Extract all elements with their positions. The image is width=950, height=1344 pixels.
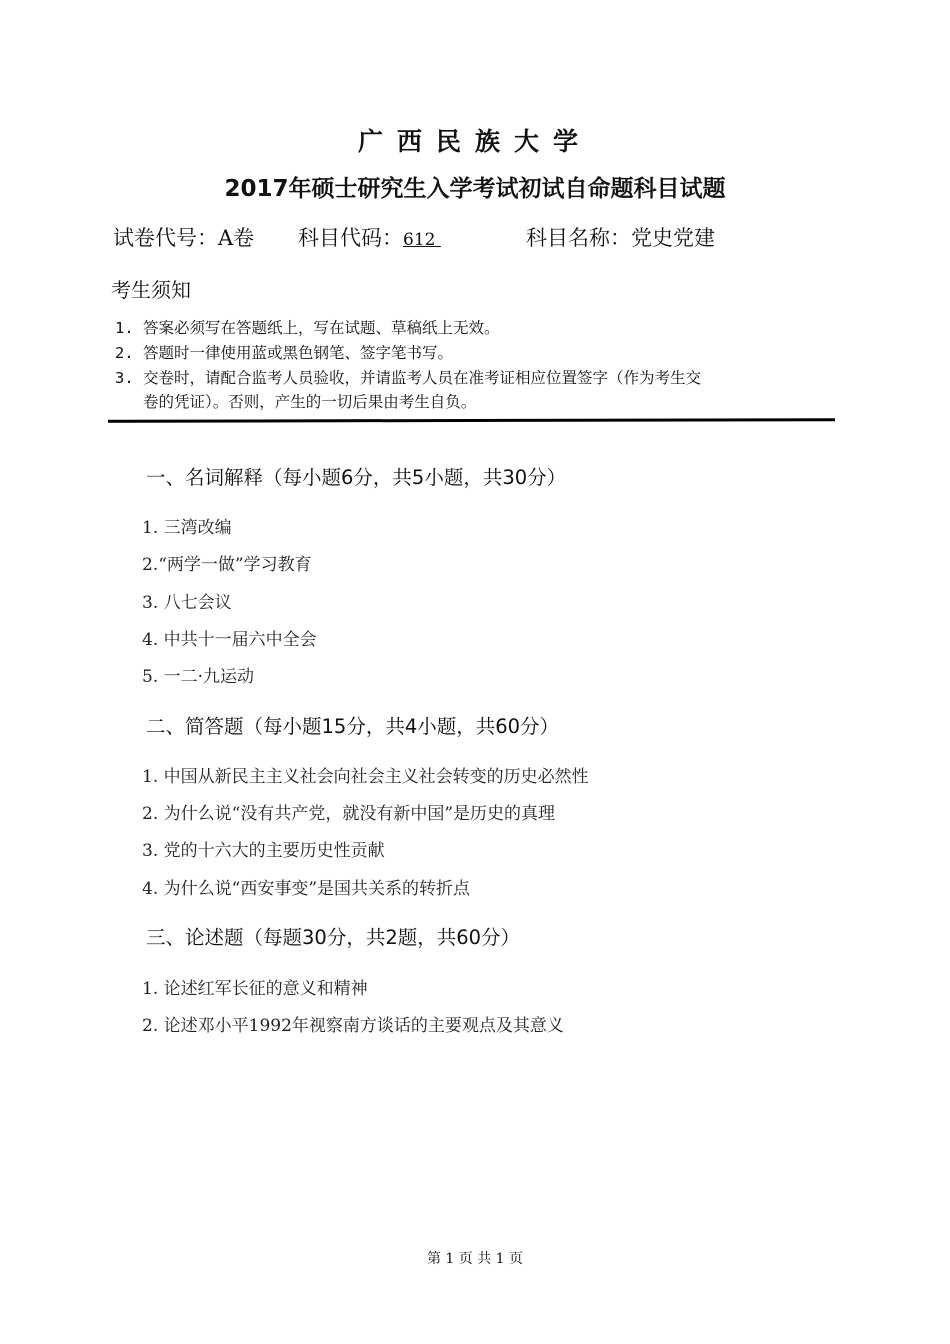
question-item: 3. 党的十六大的主要历史性贡献 [142,841,385,861]
subject-code-value: 612 [403,230,436,250]
section-title: 一、名词解释（每小题6分，共5小题，共30分） [146,466,567,489]
paper-code: 试卷代号：A卷 [113,226,255,250]
header-divider [108,418,835,423]
subject-code [298,222,441,252]
question-item: 1. 论述红军长征的意义和精神 [142,979,368,999]
question-item: 2.“两学一做”学习教育 [142,555,312,575]
notice-item: 3. 交卷时，请配合监考人员验收，并请监考人员在准考证相应位置签字（作为考生交 [115,369,701,387]
question-item: 4. 中共十一届六中全会 [142,630,317,650]
question-item: 4. 为什么说“西安事变”是国共关系的转折点 [142,879,471,899]
question-item: 1. 中国从新民主主义社会向社会主义社会转变的历史必然性 [142,767,589,787]
notice-item: 卷的凭证）。否则，产生的一切后果由考生自负。 [143,393,477,411]
subject-code-label: 科目代码： [298,226,403,250]
question-item: 5. 一二·九运动 [142,667,255,687]
subject-name: 科目名称：党史党建 [526,226,715,250]
question-item: 2. 论述邓小平1992年视察南方谈话的主要观点及其意义 [142,1016,564,1036]
notice-item: 1. 答案必须写在答题纸上，写在试题、草稿纸上无效。 [115,319,500,337]
notice-title: 考生须知 [111,278,191,302]
section-title: 三、论述题（每题30分，共2题，共60分） [146,926,521,949]
question-item: 3. 八七会议 [142,593,232,613]
question-item: 1. 三湾改编 [142,518,232,538]
notice-item: 2. 答题时一律使用蓝或黑色钢笔、签字笔书写。 [115,344,453,362]
section-title: 二、简答题（每小题15分，共4小题，共60分） [146,715,560,738]
question-item: 2. 为什么说“没有共产党，就没有新中国”是历史的真理 [142,804,556,824]
university-name: 广西民族大学 [357,127,592,156]
exam-title: 2017年硕士研究生入学考试初试自命题科目试题 [224,176,726,202]
page-footer: 第 1 页 共 1 页 [426,1251,524,1267]
